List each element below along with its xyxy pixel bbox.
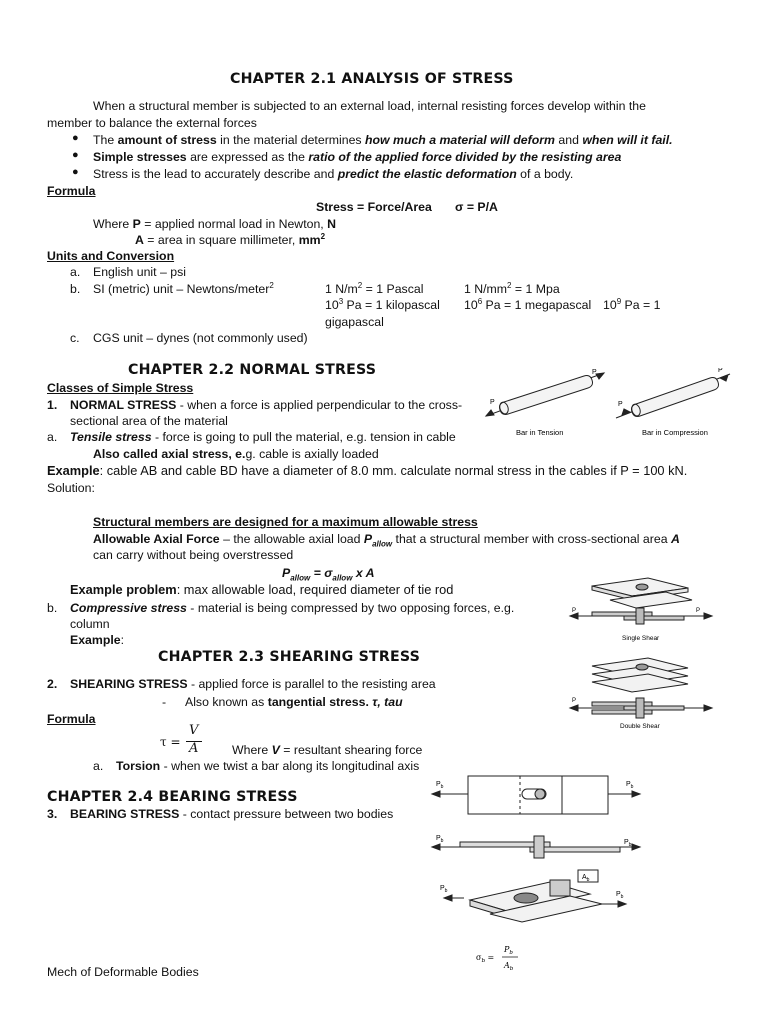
chapter-2-2-title: CHAPTER 2.2 NORMAL STRESS: [128, 362, 377, 378]
bearing-formula: [476, 945, 518, 972]
allowable-stress-title: Structural members are designed for a maximum allowable stress: [93, 515, 478, 529]
solution-label: Solution:: [47, 481, 95, 495]
p-label: P: [696, 608, 701, 614]
conv-gigapascal-word: gigapascal: [325, 315, 384, 329]
chapter-2-1-title: CHAPTER 2.1 ANALYSIS OF STRESS: [230, 71, 514, 87]
p-label: P: [618, 401, 623, 408]
normal-stress-def: NORMAL STRESS - when a force is applied perpendicular to the cross-: [70, 398, 463, 412]
list-marker: a.: [47, 430, 58, 444]
list-marker: 3.: [47, 807, 58, 821]
list-dash: -: [162, 695, 167, 709]
pb-label: $P_b$: [624, 839, 632, 848]
where-v: Where V = resultant shearing force: [232, 743, 423, 757]
bullet-icon: ●: [72, 149, 79, 161]
p-label: P: [718, 368, 723, 374]
formula-label: Formula: [47, 184, 96, 198]
conv-mpa: 1 $N/mm^2 = 1$ Mpa: [464, 280, 560, 296]
pb-label: $P_b$: [616, 891, 624, 900]
bullet-amount-of-stress: The amount of stress in the material determines how much a material will deform and when will it fail.: [93, 133, 673, 147]
bearing-stress-figure: [430, 772, 642, 976]
p-label: P: [572, 608, 577, 614]
pallow-formula: $P_{allow} = \sigma_{allow}$ x A: [282, 566, 375, 583]
list-marker: c.: [70, 331, 80, 345]
list-marker: a.: [70, 265, 81, 279]
allowable-axial-force-cont: can carry without being overstressed: [93, 548, 294, 562]
pb-label: $P_b$: [440, 885, 448, 894]
formula-sigma: σ = P/A: [455, 200, 498, 214]
pb-label: $P_b$: [436, 835, 444, 844]
axial-stress-note: Also called axial stress, e.g. cable is axially loaded: [93, 447, 379, 461]
p-label: P: [592, 369, 597, 376]
compressive-stress-def: Compressive stress - material is being compressed by two opposing forces, e.g.: [70, 601, 515, 615]
bar-in-tension-caption: Bar in Tension: [516, 428, 564, 437]
tangential-stress: Also known as tangential stress. τ, tau: [185, 695, 403, 709]
allowable-axial-force: Allowable Axial Force – the allowable axial load $P_{allow}$ that a structural member with cross-sectional area A: [93, 532, 680, 549]
unit-cgs: CGS unit – dynes (not commonly used): [93, 331, 308, 345]
formula-label: Formula: [47, 712, 96, 726]
footer: Mech of Deformable Bodies: [47, 965, 199, 979]
bullet-icon: ●: [72, 132, 79, 144]
double-shear-caption: Double Shear: [620, 723, 660, 730]
conv-pascal: 1 $N/m^2 = 1$ Pascal: [325, 280, 424, 296]
list-marker: a.: [93, 759, 104, 773]
single-double-shear-figure: [562, 572, 722, 730]
conv-gigapascal: $10^9$ Pa = 1: [603, 296, 661, 312]
tau-formula: τ = V A: [160, 724, 206, 760]
p-label: P: [490, 399, 495, 406]
p-label: P: [572, 698, 577, 704]
normal-stress-def-cont: sectional area of the material: [70, 414, 228, 428]
chapter-2-3-title: CHAPTER 2.3 SHEARING STRESS: [158, 649, 421, 665]
tensile-stress-def: Tensile stress - force is going to pull the material, e.g. tension in cable: [70, 430, 456, 444]
svg-text:Ab: $A_b$: [504, 961, 514, 972]
ab-label: $A_b$: [582, 874, 590, 883]
bullet-icon: ●: [72, 166, 79, 178]
pb-label: $P_b$: [436, 781, 444, 790]
formula-stress: Stress = Force/Area: [316, 200, 432, 214]
conv-megapascal: $10^6$ Pa = 1 megapascal: [464, 296, 592, 312]
units-label: Units and Conversion: [47, 249, 175, 263]
pb-label: $P_b$: [626, 781, 634, 790]
torsion-def: Torsion - when we twist a bar along its longitudinal axis: [116, 759, 420, 773]
list-marker: b.: [70, 282, 81, 296]
svg-text:Pb: $P_b$: [504, 945, 513, 956]
bearing-stress-def: BEARING STRESS - contact pressure between two bodies: [70, 807, 394, 821]
intro-line-2: member to balance the external forces: [47, 116, 257, 130]
intro-line-1: When a structural member is subjected to an external load, internal resisting forces develop within the: [93, 99, 646, 113]
example-compressive: Example:: [70, 633, 125, 647]
classes-label: Classes of Simple Stress: [47, 381, 194, 395]
where-a: A = area in square millimeter, $mm^2$: [135, 231, 326, 247]
bullet-simple-stresses: Simple stresses are expressed as the ratio of the applied force divided by the resisting area: [93, 150, 622, 164]
compressive-stress-def-cont: column: [70, 617, 110, 631]
conv-kilopascal: $10^3$ Pa = 1 kilopascal: [325, 296, 440, 312]
unit-english: English unit – psi: [93, 265, 186, 279]
bullet-stress-lead: Stress is the lead to accurately describe and predict the elastic deformation of a body.: [93, 167, 574, 181]
single-shear-caption: Single Shear: [622, 635, 660, 642]
svg-text:σb =: $\sigma_b$ =: [476, 953, 495, 964]
unit-si: SI (metric) unit – Newtons/meter$^2$: [93, 280, 274, 296]
list-marker: 2.: [47, 677, 58, 691]
list-marker: b.: [47, 601, 58, 615]
shearing-stress-def: SHEARING STRESS - applied force is parallel to the resisting area: [70, 677, 436, 691]
bar-in-compression-caption: Bar in Compression: [642, 428, 708, 437]
bar-tension-compression-figure: [484, 368, 740, 440]
list-marker: 1.: [47, 398, 58, 412]
example-problem: Example problem: max allowable load, required diameter of tie rod: [70, 582, 454, 597]
example-cable: Example: cable AB and cable BD have a diameter of 8.0 mm. calculate normal stress in the cables if P = 100 kN.: [47, 463, 688, 478]
where-p: Where P = applied normal load in Newton, N: [93, 217, 337, 231]
chapter-2-4-title: CHAPTER 2.4 BEARING STRESS: [47, 789, 298, 805]
